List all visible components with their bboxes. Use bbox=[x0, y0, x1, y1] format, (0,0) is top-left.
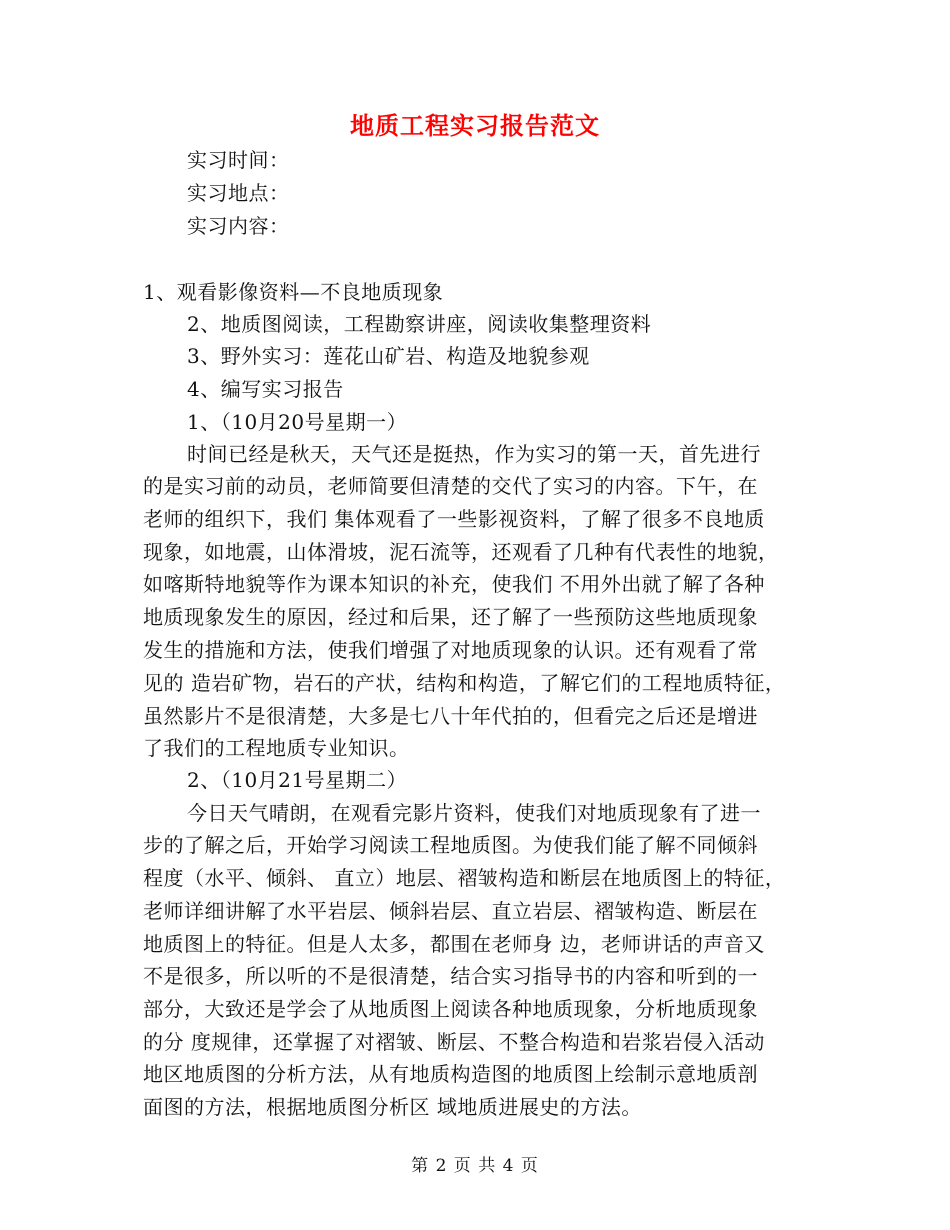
day1-paragraph-line: 发生的措施和方法，使我们增强了对地质现象的认识。还有观看了常 bbox=[143, 638, 758, 662]
content-item-1: 1、观看影像资料—不良地质现象 bbox=[143, 280, 444, 304]
day1-paragraph-line: 虽然影片不是很清楚，大多是七八十年代拍的，但看完之后还是增进 bbox=[143, 704, 758, 728]
day2-paragraph-line: 部分，大致还是学会了从地质图上阅读各种地质现象，分析地质现象 bbox=[143, 997, 758, 1021]
day2-paragraph-line: 今日天气晴朗，在观看完影片资料，使我们对地质现象有了进一 bbox=[187, 801, 761, 825]
day1-paragraph-line: 如喀斯特地貌等作为课本知识的补充，使我们 不用外出就了解了各种 bbox=[143, 572, 765, 596]
day1-paragraph-line: 地质现象发生的原因，经过和后果，还了解了一些预防这些地质现象 bbox=[143, 605, 758, 629]
meta-internship-time: 实习时间： bbox=[187, 148, 290, 172]
content-item-4: 4、编写实习报告 bbox=[187, 377, 344, 401]
meta-internship-location: 实习地点： bbox=[187, 181, 290, 205]
day2-paragraph-line: 步的了解之后，开始学习阅读工程地质图。为使我们能了解不同倾斜 bbox=[143, 833, 758, 857]
day2-heading: 2、（10月21号星期二） bbox=[187, 768, 408, 792]
day2-paragraph-line: 地质图上的特征。但是人太多，都围在老师身 边，老师讲话的声音又 bbox=[143, 932, 765, 956]
day1-paragraph-line: 的是实习前的动员，老师简要但清楚的交代了实习的内容。下午，在 bbox=[143, 474, 758, 498]
document-title: 地质工程实习报告范文 bbox=[350, 111, 600, 140]
day2-paragraph-line: 老师详细讲解了水平岩层、倾斜岩层、直立岩层、褶皱构造、断层在 bbox=[143, 899, 758, 923]
page-footer: 第 2 页 共 4 页 bbox=[411, 1156, 539, 1176]
content-item-2: 2、地质图阅读，工程勘察讲座，阅读收集整理资料 bbox=[187, 312, 652, 336]
day1-paragraph-line: 了我们的工程地质专业知识。 bbox=[143, 736, 410, 760]
day1-paragraph-line: 现象，如地震，山体滑坡，泥石流等，还观看了几种有代表性的地貌， bbox=[143, 540, 779, 564]
day1-paragraph-line: 老师的组织下，我们 集体观看了一些影视资料，了解了很多不良地质 bbox=[143, 507, 765, 531]
day1-paragraph-line: 见的 造岩矿物，岩石的产状，结构和构造，了解它们的工程地质特征， bbox=[143, 671, 786, 695]
day2-paragraph-line: 程度（水平、倾斜、 直立）地层、褶皱构造和断层在地质图上的特征， bbox=[143, 866, 786, 890]
day2-paragraph-line: 不是很多，所以听的不是很清楚，结合实习指导书的内容和听到的一 bbox=[143, 964, 758, 988]
day2-paragraph-line: 面图的方法，根据地质图分析区 域地质进展史的方法。 bbox=[143, 1095, 642, 1119]
day1-heading: 1、（10月20号星期一） bbox=[187, 410, 408, 434]
meta-internship-content: 实习内容： bbox=[187, 214, 290, 238]
day2-paragraph-line: 的分 度规律，还掌握了对褶皱、断层、不整合构造和岩浆岩侵入活动 bbox=[143, 1030, 765, 1054]
day1-paragraph-line: 时间已经是秋天，天气还是挺热，作为实习的第一天，首先进行 bbox=[187, 442, 761, 466]
day2-paragraph-line: 地区地质图的分析方法，从有地质构造图的地质图上绘制示意地质剖 bbox=[143, 1062, 758, 1086]
content-item-3: 3、野外实习：莲花山矿岩、构造及地貌参观 bbox=[187, 344, 590, 368]
